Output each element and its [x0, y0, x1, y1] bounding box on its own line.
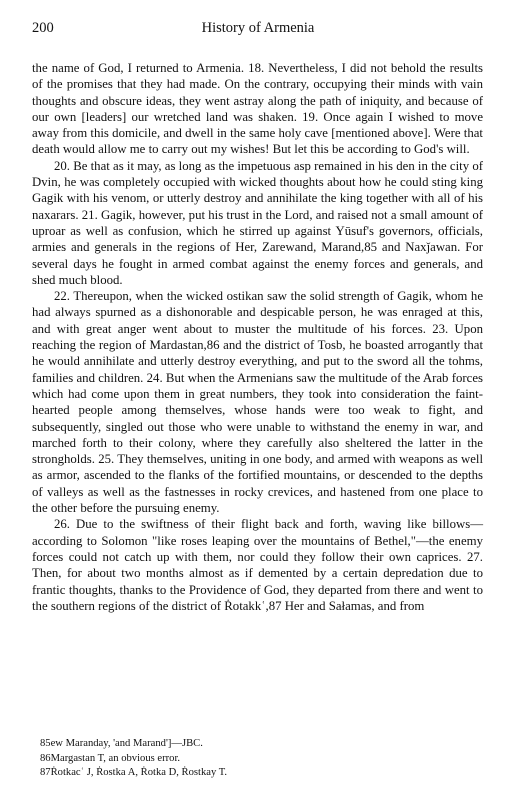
footnotes — [32, 737, 484, 781]
footnote: 85ew Maranday, 'and Marand']—JBC. — [40, 738, 203, 749]
paragraph: 26. Due to the swiftness of their flight back and forth, waving like billows—according to Solomon "like roses leaping over the mountains of Bethel,"—the enemy forces could not catch up with them, nor could they follow their own caprices. 27. Then, for about two months almost as if demented by a certain depredation due to frantic thoughts, thanks to the Providence of God, they departed from there and went to the southern regions of the district of Ṙotakkʿ,87 Her and Sałamas, and from — [32, 517, 483, 613]
footnote: 86Margastan T, an obvious error. — [40, 752, 181, 764]
body-text — [32, 60, 483, 614]
footnote: 87Ṙotkacʿ J, Ṙostka A, Ṙotka D, Ṙostkay T. — [40, 767, 228, 778]
running-title: History of Armenia — [201, 20, 315, 36]
page-number: 200 — [32, 20, 54, 36]
paragraph: 22. Thereupon, when the wicked ostikan saw the solid strength of Gagik, whom he had always spurned as a dishonorable and despicable person, he was enraged at this, and with great anger went about to muster the multitude of his forces. 23. Upon reaching the region of Mardastan,86 and the district of Tosb, he boasted arrogantly that he would annihilate and utterly destroy everything, and put to the sword all the tohms, families and children. 24. But when the Armenians saw the multitude of the Arab forces which had come upon them in great numbers, they took into consideration the faint-hearted people among themselves, whose hands were too weak to fight, and subsequently, singled out those who were unable to withstand the enemy in war, and marched forth to their colony, where they carefully also sheltered the latter in the strongholds. 25. They themselves, uniting in one body, and armed with weapons as well as armor, ascended to the flanks of the fortified mountains, or descended to the depths of valleys as well as the fastnesses in rocky crevices, and hastened from one place to the other before the pursuing enemy. — [32, 289, 483, 516]
paragraph: 20. Be that as it may, as long as the impetuous asp remained in his den in the city of Dvin, he was completely occupied with wicked thoughts about how he could sting king Gagik with his venom, or utterly destroy and annihilate the king together with all of his naxarars. 21. Gagik, however, put his trust in the Lord, and raised not a small amount of uproar as well as confusion, which he stirred up against Yūsuf's governors, officials, armies and generals in the regions of Her, Zarewand, Marand,85 and Naxǰawan. For several days he fought in armed combat against the enemy forces and generals, and shed much blood. — [32, 158, 483, 287]
paragraph: the name of God, I returned to Armenia. 18. Nevertheless, I did not behold the results of the promises that they had made. On the contrary, occupying their minds with vain thoughts and obscure ideas, they went astray along the path of iniquity, and because of our own [leaders] our wretched land was shaken. 19. Once again I wished to move away from this domicile, and dwell in the same holy cave [mentioned above]. Were that death would allow me to carry out my wishes! But let this be according to God's will. — [32, 61, 483, 157]
page-header — [32, 20, 484, 40]
